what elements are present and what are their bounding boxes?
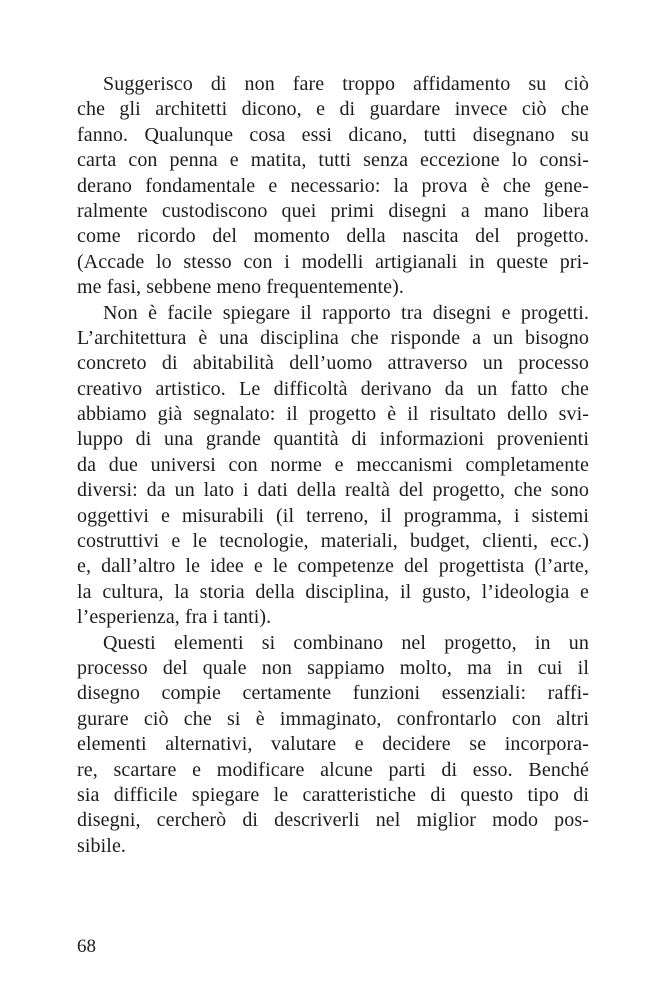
text-line: Non è facile spiegare il rapporto tra disegni e progetti. [103,301,589,324]
text-line: e, dall’altro le idee e le competenze del progettista (l’arte, [77,555,589,578]
text-line: costruttivi e le tecnologie, materiali, budget, clienti, ecc.) [77,530,589,553]
text-line: L’architettura è una disciplina che risponde a un bisogno [77,326,589,349]
text-line: processo del quale non sappiamo molto, ma in cui il [77,656,589,679]
text-line: abbiamo già segnalato: il progetto è il risultato dello svi- [77,403,589,426]
text-line: disegno compie certamente funzioni essenziali: raffi- [77,682,589,705]
text-line: che gli architetti dicono, e di guardare invece ciò che [77,98,589,121]
text-line: me fasi, sebbene meno frequentemente). [77,276,404,299]
paragraph-2 [77,301,589,631]
paragraph-1 [77,72,589,301]
text-line: da due universi con norme e meccanismi completamente [77,453,589,476]
text-line: derano fondamentale e necessario: la prova è che gene- [77,174,589,197]
text-line: oggettivi e misurabili (il terreno, il programma, i sistemi [77,504,589,527]
text-line: fanno. Qualunque cosa essi dicano, tutti disegnano su [77,123,589,146]
paragraph-3 [77,631,589,860]
text-line: sia difficile spiegare le caratteristiche di questo tipo di [77,783,589,806]
text-line: l’esperienza, fra i tanti). [77,606,272,629]
text-line: come ricordo del momento della nascita del progetto. [77,225,589,248]
text-line: gurare ciò che si è immaginato, confrontarlo con altri [77,707,589,730]
text-line: Suggerisco di non fare troppo affidamento su ciò [103,73,589,95]
text-line: re, scartare e modificare alcune parti di esso. Benché [77,758,589,781]
text-line: diversi: da un lato i dati della realtà del progetto, che sono [77,479,589,502]
text-line: carta con penna e matita, tutti senza eccezione lo consi- [77,149,589,172]
page-number: 68 [77,936,96,957]
text-line: disegni, cercherò di descriverli nel miglior modo pos- [77,809,589,832]
text-line: creativo artistico. Le difficoltà derivano da un fatto che [77,377,589,400]
body-text [77,72,589,859]
text-line: luppo di una grande quantità di informazioni provenienti [77,428,589,451]
text-line: elementi alternativi, valutare e decidere se incorpora- [77,733,589,756]
text-line: (Accade lo stesso con i modelli artigianali in queste pri- [77,250,589,273]
text-line: Questi elementi si combinano nel progetto, in un [103,631,589,654]
text-line: ralmente custodiscono quei primi disegni a mano libera [77,199,589,222]
text-line: la cultura, la storia della disciplina, il gusto, l’ideologia e [77,580,589,603]
text-line: concreto di abitabilità dell’uomo attraverso un processo [77,352,589,375]
text-line: sibile. [77,834,127,857]
